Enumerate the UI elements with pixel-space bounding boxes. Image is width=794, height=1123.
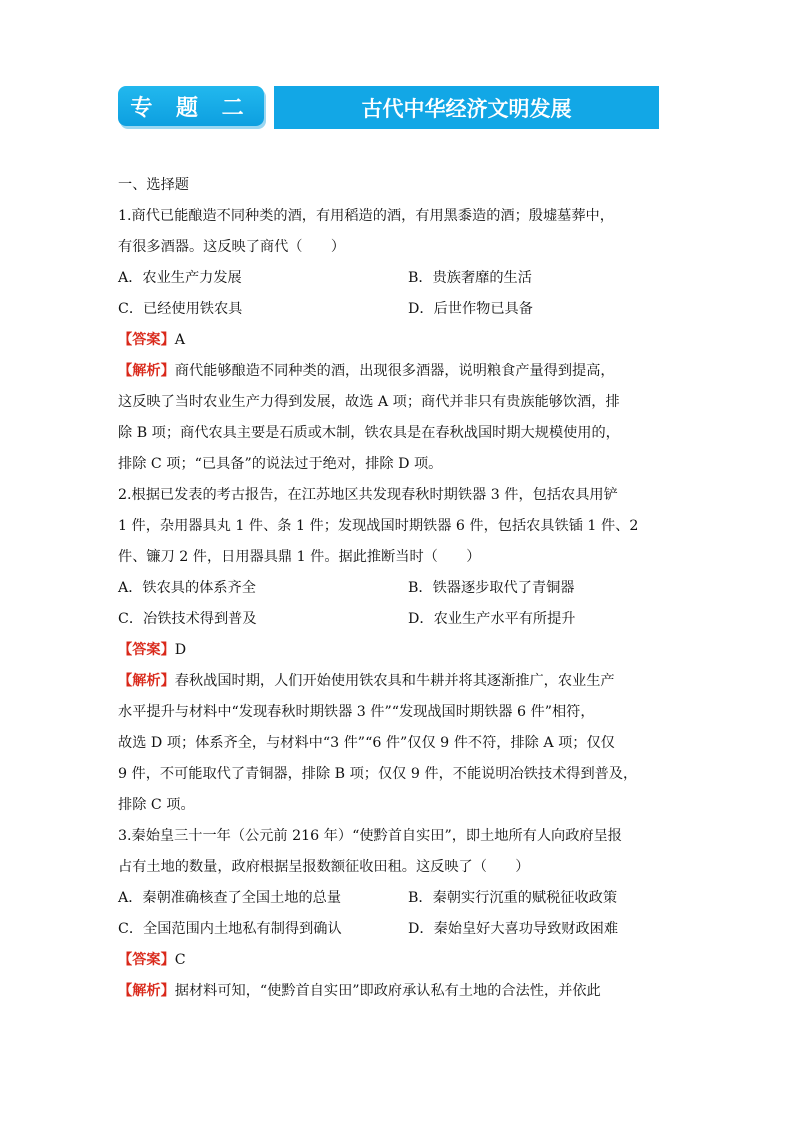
- option-d: D．农业生产水平有所提升: [408, 611, 576, 627]
- options-row: [118, 883, 684, 914]
- analysis-line: 水平提升与材料中“发现春秋时期铁器 3 件”“发现战国时期铁器 6 件”相符，: [118, 704, 595, 720]
- analysis-line: 9 件，不可能取代了青铜器，排除 B 项；仅仅 9 件，不能说明冶铁技术得到普及，: [118, 766, 638, 782]
- answer-label: 【答案】: [118, 332, 175, 348]
- question-2: [118, 480, 684, 821]
- option-d: D．后世作物已具备: [408, 301, 533, 317]
- question-3: [118, 821, 684, 1007]
- analysis-line: 排除 C 项。: [118, 797, 195, 813]
- options-row: [118, 294, 684, 325]
- answer-value: A: [174, 332, 186, 348]
- option-b: B．贵族奢靡的生活: [408, 270, 532, 286]
- question-stem-line: 1 件，杂用器具丸 1 件、条 1 件；发现战国时期铁器 6 件，包括农具铁锸 1 件、2: [118, 518, 639, 534]
- chapter-tag: 专 题 二: [118, 86, 264, 126]
- question-stem-line: 3.秦始皇三十一年（公元前 216 年）“使黔首自实田”，即土地所有人向政府呈报: [118, 828, 622, 844]
- option-c: C．全国范围内土地私有制得到确认: [118, 921, 342, 937]
- question-1: [118, 201, 684, 480]
- options-row: [118, 604, 684, 635]
- answer-line: [118, 325, 684, 356]
- answer-line: [118, 945, 684, 976]
- analysis-line: 【解析】商代能够酿造不同种类的酒，出现很多酒器，说明粮食产量得到提高，: [118, 363, 615, 379]
- question-stem-line: 占有土地的数量，政府根据呈报数额征收田租。这反映了（ ）: [118, 859, 530, 875]
- chapter-title: 古代中华经济文明发展: [274, 86, 659, 129]
- option-a: A．铁农具的体系齐全: [118, 580, 256, 596]
- analysis-label: 【解析】: [118, 363, 175, 379]
- analysis-line: 【解析】据材料可知，“使黔首自实田”即政府承认私有土地的合法性，并依此: [118, 983, 601, 999]
- section-title: 一、选择题: [118, 177, 189, 193]
- options-row: [118, 263, 684, 294]
- analysis-line: 【解析】春秋战国时期，人们开始使用铁农具和牛耕并将其逐渐推广，农业生产: [118, 673, 615, 689]
- question-stem-line: 2.根据已发表的考古报告，在江苏地区共发现春秋时期铁器 3 件，包括农具用铲: [118, 487, 618, 503]
- option-d: D．秦始皇好大喜功导致财政困难: [408, 921, 619, 937]
- answer-label: 【答案】: [118, 642, 175, 658]
- option-c: C．冶铁技术得到普及: [118, 611, 257, 627]
- chapter-banner: [118, 86, 659, 130]
- analysis-line: 这反映了当时农业生产力得到发展，故选 A 项；商代并非只有贵族能够饮酒，排: [118, 394, 620, 410]
- option-a: A．秦朝准确核查了全国土地的总量: [118, 890, 342, 906]
- question-stem-line: 1.商代已能酿造不同种类的酒，有用稻造的酒，有用黑黍造的酒；殷墟墓葬中，: [118, 208, 614, 224]
- answer-value: C: [174, 952, 186, 968]
- options-row: [118, 573, 684, 604]
- answer-line: [118, 635, 684, 666]
- option-c: C．已经使用铁农具: [118, 301, 243, 317]
- question-list: [118, 170, 684, 1007]
- answer-value: D: [174, 642, 187, 658]
- analysis-label: 【解析】: [118, 983, 175, 999]
- analysis-line: 排除 C 项；“已具备”的说法过于绝对，排除 D 项。: [118, 456, 443, 472]
- analysis-label: 【解析】: [118, 673, 175, 689]
- question-stem-line: 有很多酒器。这反映了商代（ ）: [118, 239, 346, 255]
- options-row: [118, 914, 684, 945]
- analysis-line: 除 B 项；商代农具主要是石质或木制，铁农具是在春秋战国时期大规模使用的，: [118, 425, 620, 441]
- answer-label: 【答案】: [118, 952, 175, 968]
- question-stem-line: 件、镰刀 2 件，日用器具鼎 1 件。据此推断当时（ ）: [118, 549, 481, 565]
- option-b: B．秦朝实行沉重的赋税征收政策: [408, 890, 618, 906]
- option-b: B．铁器逐步取代了青铜器: [408, 580, 575, 596]
- analysis-line: 故选 D 项；体系齐全，与材料中“3 件”“6 件”仅仅 9 件不符，排除 A 项；仅仅: [118, 735, 615, 751]
- option-a: A．农业生产力发展: [118, 270, 242, 286]
